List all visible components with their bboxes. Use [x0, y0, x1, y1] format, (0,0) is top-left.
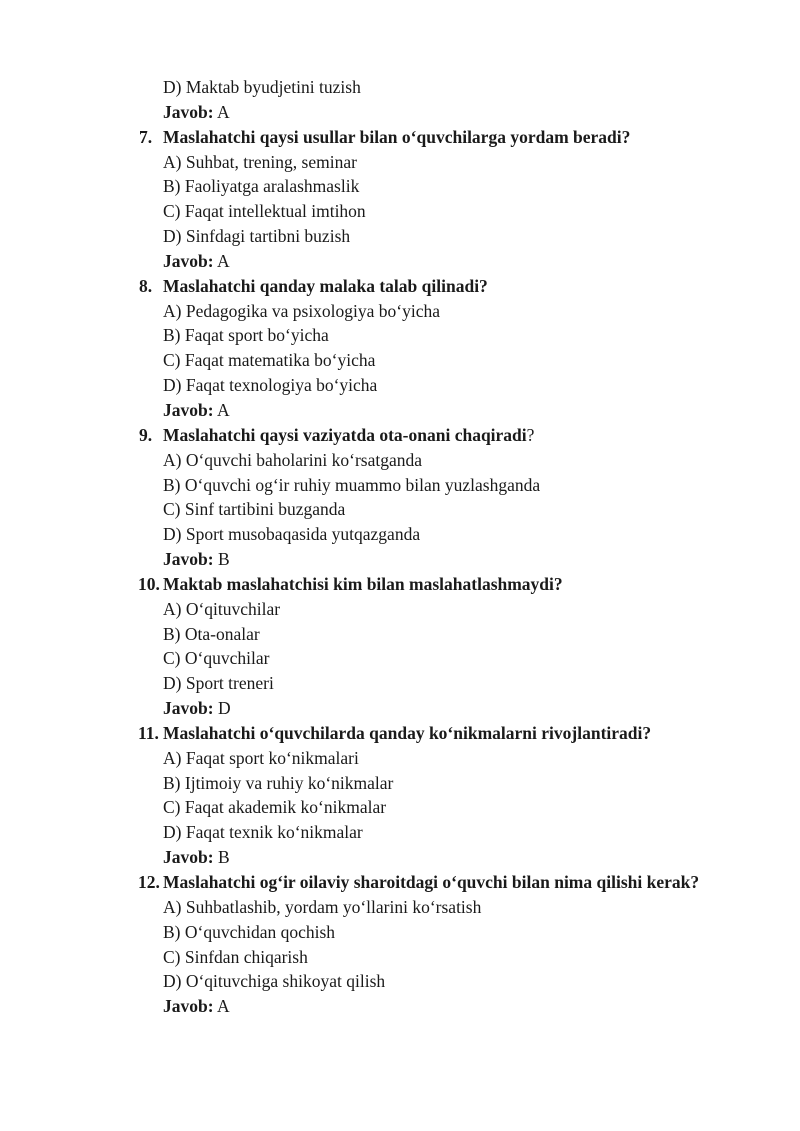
option-b: B) O‘quvchidan qochish: [163, 921, 336, 942]
question-heading: [138, 721, 699, 746]
question-text: Maslahatchi og‘ir oilaviy sharoitdagi o‘quvchi bilan nima qilishi kerak?: [163, 872, 700, 892]
option-d: D) Faqat texnik ko‘nikmalar: [163, 822, 363, 843]
answer-label: Javob:: [163, 698, 214, 719]
option-a: A) Suhbat, trening, seminar: [163, 151, 357, 172]
question-7: [139, 125, 699, 274]
answer-value: D: [213, 698, 231, 719]
option-b: B) Ijtimoiy va ruhiy ko‘nikmalar: [163, 772, 394, 793]
question-number: 7.: [139, 126, 153, 147]
option-b: B) O‘quvchi og‘ir ruhiy muammo bilan yuzlashganda: [163, 474, 541, 495]
question-12: [138, 870, 700, 1019]
option-d: D) O‘qituvchiga shikoyat qilish: [163, 971, 386, 992]
answer-value: B: [213, 549, 230, 570]
option-d: D) Maktab byudjetini tuzish: [163, 77, 361, 97]
option-a: A) Pedagogika va psixologiya bo‘yicha: [163, 300, 441, 321]
answer-value: A: [213, 399, 230, 420]
question-8: [139, 274, 699, 423]
option-b: B) Faqat sport bo‘yicha: [163, 325, 329, 346]
option-b: B) Faoliyatga aralashmaslik: [163, 176, 360, 197]
question-number: 8.: [139, 275, 153, 296]
question-number: 10.: [138, 573, 160, 594]
answer-label: Javob:: [163, 549, 214, 570]
option-c: C) Faqat intellektual imtihon: [163, 201, 366, 222]
question-text: Maktab maslahatchisi kim bilan maslahatlashmaydi?: [163, 573, 563, 594]
question-heading: [139, 274, 699, 299]
question-heading: [138, 572, 699, 597]
option-a: A) Suhbatlashib, yordam yo‘llarini ko‘rsatish: [163, 896, 482, 917]
answer-line: [163, 249, 699, 274]
option-d: D) Sinfdagi tartibni buzish: [163, 226, 351, 247]
question-number: 12.: [138, 872, 160, 892]
question-10: [138, 572, 699, 721]
option-a: A) Faqat sport ko‘nikmalari: [163, 747, 359, 768]
answer-label: Javob:: [163, 847, 214, 868]
answer-label: Javob:: [163, 250, 214, 271]
answer-line: [163, 100, 699, 125]
option-b: B) Ota-onalar: [163, 623, 260, 644]
question-text: Maslahatchi qaysi usullar bilan o‘quvchilarga yordam beradi?: [163, 126, 631, 147]
answer-label: Javob:: [163, 996, 214, 1017]
answer-line: [163, 845, 699, 870]
answer-value: A: [213, 996, 230, 1017]
option-a: A) O‘quvchi baholarini ko‘rsatganda: [163, 449, 423, 470]
option-a: A) O‘qituvchilar: [163, 598, 281, 619]
question-list: [138, 75, 700, 1019]
answer-label: Javob:: [163, 399, 214, 420]
question-11: [138, 721, 699, 870]
answer-line: [163, 398, 699, 423]
answer-value: B: [213, 847, 230, 868]
question-9: [139, 423, 699, 572]
answer-label: Javob:: [163, 101, 214, 122]
question-heading: [138, 870, 700, 895]
question-text: Maslahatchi o‘quvchilarda qanday ko‘nikmalarni rivojlantiradi?: [163, 722, 652, 743]
option-c: C) Faqat akademik ko‘nikmalar: [163, 797, 387, 818]
option-c: C) Sinf tartibini buzganda: [163, 499, 346, 520]
option-c: C) Faqat matematika bo‘yicha: [163, 350, 376, 371]
option-c: C) O‘quvchilar: [163, 648, 270, 669]
answer-value: A: [213, 101, 230, 122]
question-heading: [139, 423, 699, 448]
question-number: 11.: [138, 722, 159, 743]
question-tail: ?: [526, 424, 535, 445]
option-d: D) Sport musobaqasida yutqazganda: [163, 524, 421, 545]
answer-line: [163, 994, 699, 1019]
option-d: D) Sport treneri: [163, 673, 274, 694]
question-text: Maslahatchi qaysi vaziyatda ota-onani chaqiradi: [163, 424, 527, 445]
answer-line: [163, 547, 699, 572]
answer-value: A: [213, 250, 230, 271]
answer-line: [163, 696, 699, 721]
question-text: Maslahatchi qanday malaka talab qilinadi?: [163, 275, 488, 296]
question-number: 9.: [139, 424, 153, 445]
question-heading: [139, 125, 699, 150]
option-d: D) Faqat texnologiya bo‘yicha: [163, 375, 378, 396]
option-c: C) Sinfdan chiqarish: [163, 946, 308, 967]
